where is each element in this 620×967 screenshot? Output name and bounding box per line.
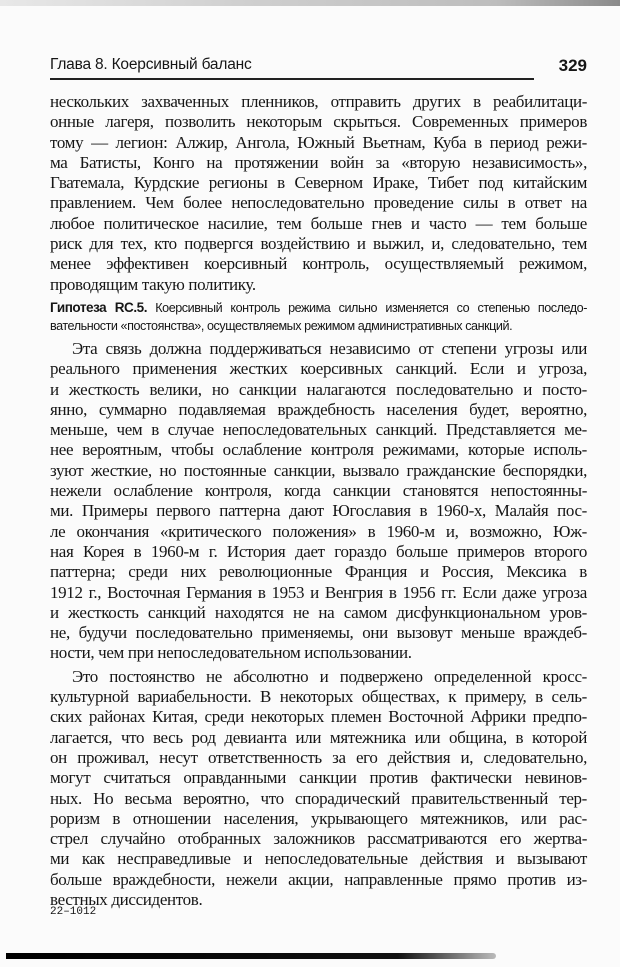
page-body bbox=[50, 92, 587, 910]
text-line: правлением. Чем более непоследовательно проведение силы в ответ на bbox=[50, 193, 587, 213]
text-line: и жесткость велики, но санкции налагаются последовательно и посто- bbox=[50, 379, 587, 399]
text-line: Эта связь должна поддерживаться независимо от степени угрозы или bbox=[72, 338, 587, 358]
text-line: зуют жесткие, но постоянные санкции, вызвало гражданские беспорядки, bbox=[50, 460, 587, 480]
text-line: тому — легион: Алжир, Ангола, Южный Вьетнам, Куба в период режи- bbox=[50, 132, 587, 152]
text-line: ми как несправедливые и непоследовательные действия и вызывают bbox=[50, 849, 587, 869]
text-line: онные лагеря, позволить некоторым скрыться. Современных примеров bbox=[50, 112, 587, 132]
text-line: любое политическое насилие, тем больше гнев и часто — тем больше bbox=[50, 213, 587, 233]
paragraph-3 bbox=[50, 667, 587, 911]
text-line: лагается, что весь род девианта или мятежника или община, в которой bbox=[50, 727, 587, 747]
text-line: Гватемала, Курдские регионы в Северном Ираке, Тибет под китайским bbox=[50, 173, 587, 193]
text-line: янно, суммарно подавляемая враждебность населения будет, вероятно, bbox=[50, 399, 587, 419]
text-line: стрел случайно отобранных заложников рассматриваются его жертва- bbox=[50, 829, 587, 849]
text-line: роризм в отношении населения, укрывающего мятежников, или рас- bbox=[50, 808, 587, 828]
text-line: 1912 г., Восточная Германия в 1953 и Венгрия в 1956 гг. Если даже угроза bbox=[50, 582, 587, 602]
text-line: ми. Примеры первого паттерна дают Югославия в 1960-х, Малайя пос- bbox=[50, 501, 587, 521]
text-line: Это постоянство не абсолютно и подвержено определенной кросс- bbox=[72, 666, 587, 686]
scan-edge bbox=[0, 0, 620, 6]
text-line: больше враждебности, нежели акции, направленные прямо против из- bbox=[50, 869, 587, 889]
paragraph-1 bbox=[50, 92, 587, 295]
text-line: могут считаться оправданными санкции против фактически невинов- bbox=[50, 768, 587, 788]
text-line: и жесткость санкций находятся не на самом дисфункциональном уров- bbox=[50, 602, 587, 622]
text-line: меньше, чем в случае непоследовательных санкций. Представляется ме- bbox=[50, 420, 587, 440]
signature-mark: 22–1012 bbox=[50, 906, 97, 918]
text-line: паттерна; среди них революционные Франция и Россия, Мексика в bbox=[50, 562, 587, 582]
text-line: ных. Но весьма вероятно, что спорадический правительственный тер- bbox=[50, 788, 587, 808]
text-line: ских районах Китая, среди некоторых племен Восточной Африки предпо- bbox=[50, 707, 587, 727]
text-line: он проживал, несут ответственность за его действия и, следовательно, bbox=[50, 747, 587, 767]
paragraph-2 bbox=[50, 339, 587, 664]
text-line: ности, чем при непоследовательном использовании. bbox=[50, 643, 412, 663]
header-rule bbox=[50, 78, 534, 80]
hypothesis-block bbox=[50, 298, 587, 336]
hypothesis-line: Коерсивный контроль режима сильно изменяется со степенью последо- bbox=[155, 300, 587, 315]
page-header bbox=[50, 56, 587, 82]
text-line: ная Корея в 1960-м г. История дает гораздо больше примеров второго bbox=[50, 541, 587, 561]
hypothesis-line: вательности «постоянства», осуществляемых режимом административных санкций. bbox=[50, 318, 513, 333]
text-line: нежели ослабление контроля, когда санкции становятся непостоянны- bbox=[50, 481, 587, 501]
text-line: нескольких захваченных пленников, отправить других в реабилитаци- bbox=[50, 92, 587, 111]
text-line: не, будучи последовательно применяемы, они вызовут меньше враждеб- bbox=[50, 623, 587, 643]
page-number: 329 bbox=[558, 56, 587, 75]
running-title: Глава 8. Коерсивный баланс bbox=[50, 56, 252, 73]
text-line: ле окончания «критического положения» в 1960-м и, возможно, Юж- bbox=[50, 521, 587, 541]
text-line: менее эффективен коерсивный контроль, осуществляемый режимом, bbox=[50, 254, 587, 274]
hypothesis-label: Гипотеза RC.5. bbox=[50, 299, 147, 315]
text-line: проводящим такую политику. bbox=[50, 274, 256, 294]
text-line: реального применения жестких коерсивных санкций. Если и угроза, bbox=[50, 359, 587, 379]
text-line: вестных диссидентов. bbox=[50, 889, 203, 909]
text-line: культурной вариабельности. В некоторых обществах, к примеру, в сель- bbox=[50, 687, 587, 707]
text-line: ма Батисты, Конго на протяжении войн за «вторую независимость», bbox=[50, 152, 587, 172]
scan-edge-bottom bbox=[6, 953, 496, 959]
text-line: риск для тех, кто подвергся воздействию и выжил, и, следовательно, тем bbox=[50, 234, 587, 254]
text-line: нее вероятным, чтобы ослабление контроля режимами, которые исполь- bbox=[50, 440, 587, 460]
